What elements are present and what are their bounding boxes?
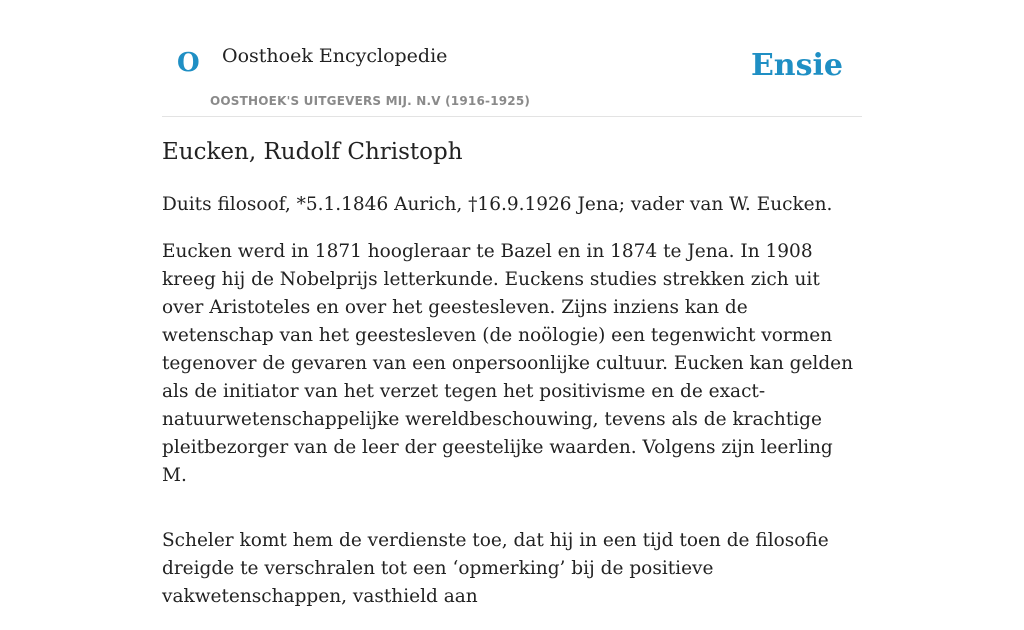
- article-paragraph: Eucken werd in 1871 hoogleraar te Bazel en in 1874 te Jena. In 1908 kreeg hij de Nobelprijs letterkunde. Euckens studies strekken zich uit over Aristoteles en over het geestesleven. Zijns inziens kan de wetenschap van het geestesleven (de noölogie) een tegenwicht vormen tegenover de gevaren van een onpersoonlijke cultuur. Eucken kan gelden als de initiator van het verzet tegen het positivisme en de exact-natuurwetenschappelijke wereldbeschouwing, tevens als de krachtige pleitbezorger van de leer der geestelijke waarden. Volgens zijn leerling M.: [162, 241, 854, 486]
- site-title[interactable]: Oosthoek Encyclopedie: [222, 45, 448, 67]
- article-paragraph: Scheler komt hem de verdienste toe, dat hij in een tijd toen de filosofie dreigde te verschralen tot een ‘opmerking’ bij de positieve vakwetenschappen, vasthield aan: [162, 530, 829, 607]
- site-header: [162, 0, 862, 117]
- article-body: [162, 191, 862, 630]
- article-paragraph-summary: Duits filosoof, *5.1.1846 Aurich, †16.9.1926 Jena; vader van W. Eucken.: [162, 194, 833, 215]
- ensie-home-link[interactable]: Ensie: [750, 48, 843, 83]
- publisher-subtitle: OOSTHOEK'S UITGEVERS MIJ. N.V (1916-1925): [210, 94, 531, 108]
- logo-icon: O: [177, 48, 200, 78]
- content-container: [162, 0, 862, 607]
- article-title: Eucken, Rudolf Christoph: [162, 139, 463, 165]
